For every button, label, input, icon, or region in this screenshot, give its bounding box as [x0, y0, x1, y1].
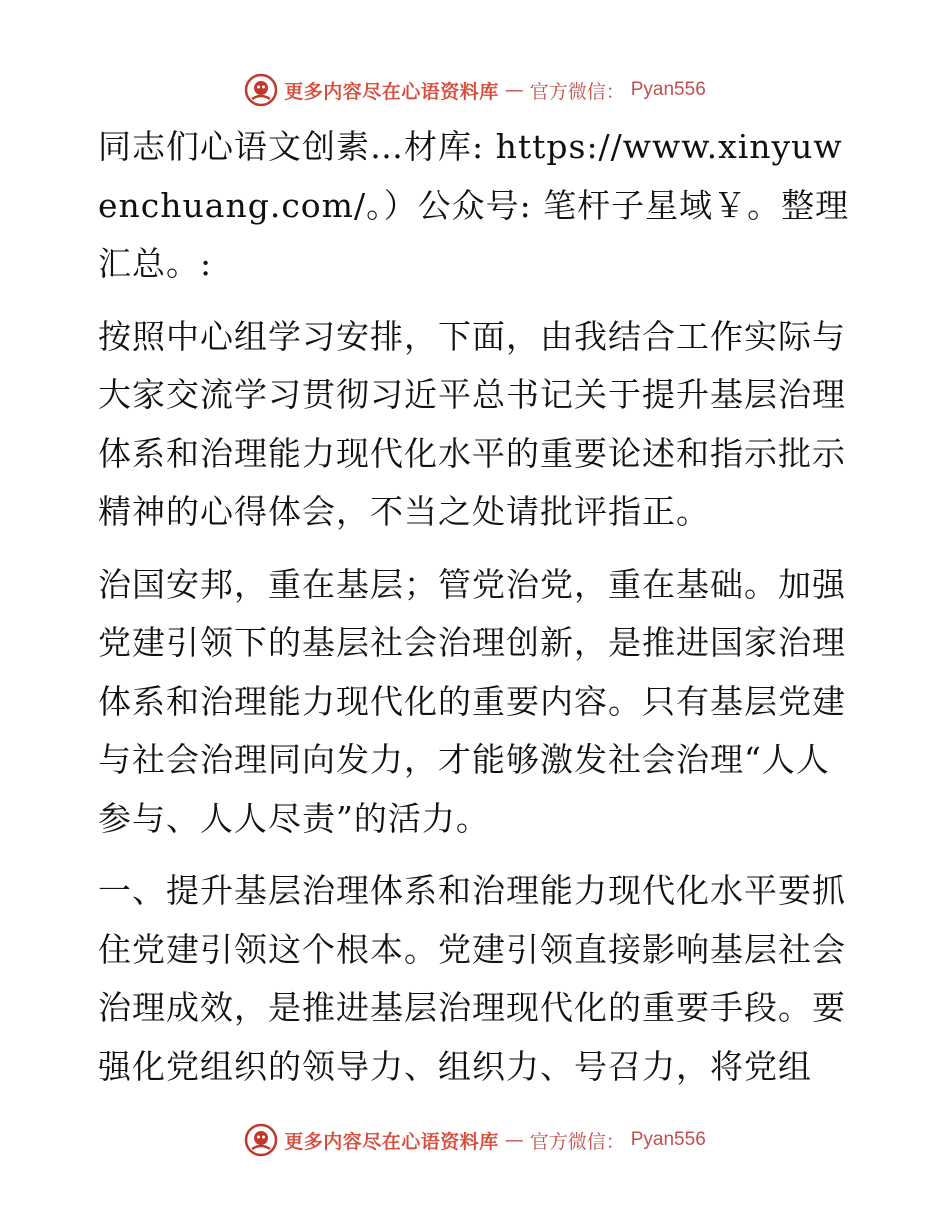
banner-wechat-label: 官方微信： — [529, 80, 625, 103]
red-mascot-logo-icon — [244, 1123, 278, 1157]
footer-banner — [0, 1120, 950, 1160]
banner-wechat-label: 官方微信： — [529, 1130, 625, 1153]
banner-dash: — — [504, 79, 524, 101]
document-body — [98, 118, 858, 1110]
banner-dash: — — [504, 1129, 524, 1151]
paragraph-intro: 同志们心语文创素…材库: https://www.xinyuwenchuang.com/。）公众号: 笔杆子星域￥。整理汇总。: — [98, 127, 850, 283]
banner-wechat-id: Pyan556 — [630, 79, 706, 100]
header-banner — [0, 70, 950, 110]
banner-title: 更多内容尽在心语资料库 — [284, 80, 499, 103]
red-mascot-logo-icon — [244, 73, 278, 107]
paragraph-opening: 按照中心组学习安排，下面，由我结合工作实际与大家交流学习贯彻习近平总书记关于提升基层治理体系和治理能力现代化水平的重要论述和指示批示精神的心得体会，不当之处请批评指正。 — [98, 316, 846, 531]
banner-wechat-id: Pyan556 — [630, 1129, 706, 1150]
banner-title: 更多内容尽在心语资料库 — [284, 1130, 499, 1153]
paragraph-section-one: 一、提升基层治理体系和治理能力现代化水平要抓住党建引领这个根本。党建引领直接影响基层社会治理成效，是推进基层治理现代化的重要手段。要强化党组织的领导力、组织力、号召力，将党组 — [98, 871, 846, 1086]
paragraph-governance: 治国安邦，重在基层；管党治党，重在基础。加强党建引领下的基层社会治理创新，是推进国家治理体系和治理能力现代化的重要内容。只有基层党建与社会治理同向发力，才能够激发社会治理“人人参与、人人尽责”的活力。 — [98, 564, 846, 838]
